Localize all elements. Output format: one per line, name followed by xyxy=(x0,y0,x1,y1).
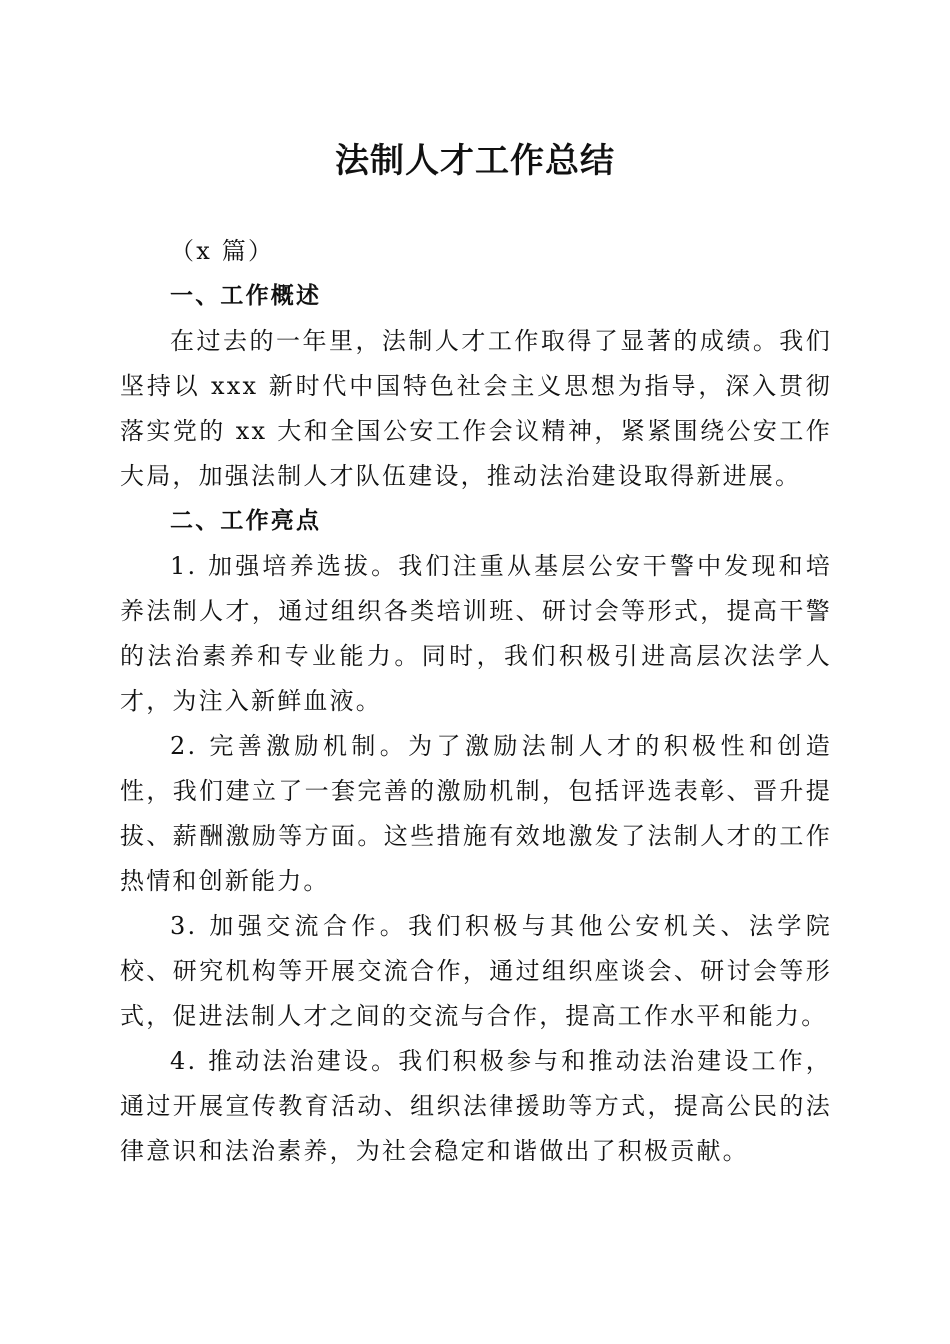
overview-paragraph: 在过去的一年里，法制人才工作取得了显著的成绩。我们坚持以 xxx 新时代中国特色社会主义思想为指导，深入贯彻落实党的 xx 大和全国公安工作会议精神，紧紧围绕公安工作大局，加强法制人才队伍建设，推动法治建设取得新进展。 xyxy=(120,327,832,490)
document-body xyxy=(120,229,832,1174)
highlight-paragraph-2: 2. 完善激励机制。为了激励法制人才的积极性和创造性，我们建立了一套完善的激励机制，包括评选表彰、晋升提拔、薪酬激励等方面。这些措施有效地激发了法制人才的工作热情和创新能力。 xyxy=(120,732,832,895)
section-heading-overview: 一、工作概述 xyxy=(170,283,322,309)
highlight-paragraph-4: 4. 推动法治建设。我们积极参与和推动法治建设工作，通过开展宣传教育活动、组织法律援助等方式，提高公民的法律意识和法治素养，为社会稳定和谐做出了积极贡献。 xyxy=(120,1047,832,1165)
section-heading-highlights: 二、工作亮点 xyxy=(170,508,322,534)
highlight-paragraph-1: 1. 加强培养选拔。我们注重从基层公安干警中发现和培养法制人才，通过组织各类培训班、研讨会等形式，提高干警的法治素养和专业能力。同时，我们积极引进高层次法学人才，为注入新鲜血液。 xyxy=(120,552,832,715)
document-note: （x 篇） xyxy=(170,237,275,265)
document-title: 法制人才工作总结 xyxy=(335,141,615,181)
highlight-paragraph-3: 3. 加强交流合作。我们积极与其他公安机关、法学院校、研究机构等开展交流合作，通过组织座谈会、研讨会等形式，促进法制人才之间的交流与合作，提高工作水平和能力。 xyxy=(120,912,832,1030)
